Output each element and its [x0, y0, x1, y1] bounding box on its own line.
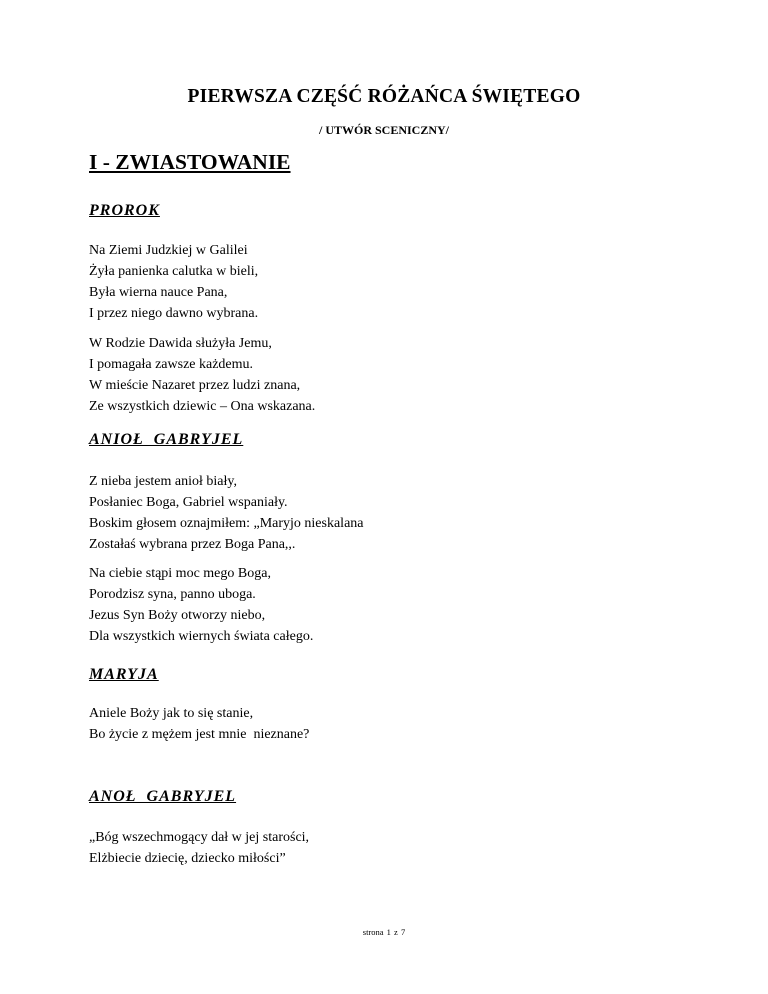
- stanza-line: „Bóg wszechmogący dał w jej starości,: [89, 830, 310, 845]
- document-title: PIERWSZA CZĘŚĆ RÓŻAŃCA ŚWIĘTEGO: [187, 86, 581, 107]
- stanza-line: Porodzisz syna, panno uboga.: [89, 587, 256, 602]
- section-heading: I - ZWIASTOWANIE: [89, 150, 291, 174]
- stanza-4: [89, 563, 313, 647]
- stanza-3: [89, 471, 364, 555]
- stanza-line: Na Ziemi Judzkiej w Galilei: [89, 243, 248, 258]
- stanza-2: [89, 333, 315, 417]
- document-subtitle: / UTWÓR SCENICZNY/: [318, 123, 450, 137]
- stanza-line: Była wierna nauce Pana,: [89, 285, 228, 300]
- speaker-prorok: PROROK: [89, 202, 160, 219]
- speaker-aniol-gabryjel: ANIOŁ GABRYJEL: [89, 431, 244, 448]
- stanza-line: I pomagała zawsze każdemu.: [89, 357, 254, 372]
- speaker-anol-gabryjel: ANOŁ GABRYJEL: [89, 788, 237, 805]
- speaker-maryja: MARYJA: [89, 666, 159, 683]
- stanza-line: Ze wszystkich dziewic – Ona wskazana.: [89, 399, 316, 414]
- stanza-line: Bo życie z mężem jest mnie nieznane?: [89, 727, 310, 742]
- stanza-5: [89, 703, 309, 745]
- stanza-line: Żyła panienka calutka w bieli,: [89, 264, 259, 279]
- stanza-line: W mieście Nazaret przez ludzi znana,: [89, 378, 301, 393]
- stanza-6: [89, 827, 309, 869]
- stanza-line: Aniele Boży jak to się stanie,: [89, 706, 254, 721]
- stanza-line: Z nieba jestem anioł biały,: [89, 474, 237, 489]
- stanza-line: Boskim głosem oznajmiłem: „Maryjo nieskalana: [89, 516, 364, 531]
- stanza-line: W Rodzie Dawida służyła Jemu,: [89, 336, 272, 351]
- stanza-line: Elżbiecie dziecię, dziecko miłości”: [89, 851, 286, 866]
- stanza-line: Dla wszystkich wiernych świata całego.: [89, 629, 314, 644]
- stanza-line: Jezus Syn Boży otworzy niebo,: [89, 608, 266, 623]
- stanza-line: Na ciebie stąpi moc mego Boga,: [89, 566, 271, 581]
- stanza-1: [89, 240, 258, 324]
- stanza-line: I przez niego dawno wybrana.: [89, 306, 259, 321]
- stanza-line: Posłaniec Boga, Gabriel wspaniały.: [89, 495, 288, 510]
- page-footer: strona 1 z 7: [362, 927, 406, 937]
- stanza-line: Zostałaś wybrana przez Boga Pana,,.: [89, 537, 296, 552]
